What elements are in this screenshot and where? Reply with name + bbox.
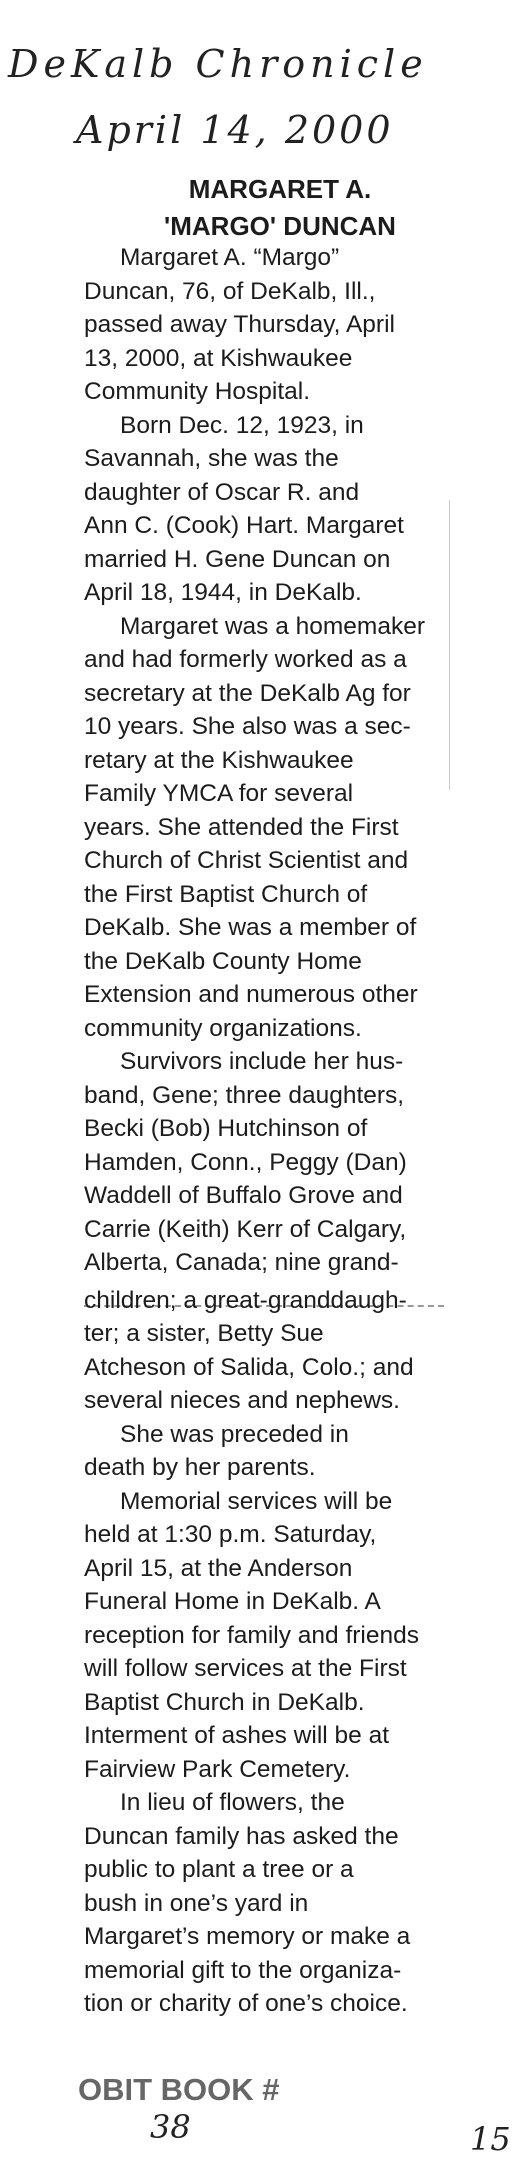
- obituary-line: Duncan family has asked the: [84, 1822, 399, 1850]
- obituary-name-line2: 'MARGO' DUNCAN: [164, 211, 396, 241]
- obituary-line: death by her parents.: [84, 1454, 316, 1481]
- obituary-line: daughter of Oscar R. and: [84, 478, 360, 506]
- obituary-line: Interment of ashes will be at: [84, 1722, 390, 1749]
- obituary-line: several nieces and nephews.: [84, 1387, 400, 1414]
- obituary-line: secretary at the DeKalb Ag for: [84, 679, 411, 707]
- obituary-line: In lieu of flowers, the: [120, 1789, 345, 1816]
- obituary-line: bush in one’s yard in: [84, 1889, 309, 1917]
- obituary-line: Margaret A. “Margo”: [120, 244, 340, 271]
- obituary-line: Carrie (Keith) Kerr of Calgary,: [84, 1215, 407, 1243]
- obituary-line: She was preceded in: [120, 1420, 349, 1448]
- obituary-line: reception for family and friends: [84, 1621, 419, 1649]
- obituary-line: Savannah, she was the: [84, 445, 339, 472]
- obituary-line: Extension and numerous other: [84, 981, 418, 1008]
- obituary-line: Duncan, 76, of DeKalb, Ill.,: [84, 277, 376, 305]
- obituary-line: Waddell of Buffalo Grove and: [84, 1182, 403, 1209]
- obit-book-label: OBIT BOOK #: [78, 2072, 280, 2107]
- obituary-line: retary at the Kishwaukee: [84, 746, 354, 774]
- handwritten-book-number: 38: [150, 2108, 191, 2146]
- obituary-line: Hamden, Conn., Peggy (Dan): [84, 1148, 407, 1176]
- obituary-line: the First Baptist Church of: [84, 880, 368, 908]
- obituary-line: Ann C. (Cook) Hart. Margaret: [84, 512, 404, 539]
- obituary-line: Atcheson of Salida, Colo.; and: [84, 1353, 414, 1381]
- obituary-line: Church of Christ Scientist and: [84, 847, 409, 874]
- obituary-line: passed away Thursday, April: [84, 311, 395, 338]
- obituary-line: public to plant a tree or a: [84, 1856, 354, 1883]
- obituary-line: will follow services at the First: [84, 1655, 407, 1682]
- obituary-line: April 15, at the Anderson: [84, 1554, 353, 1582]
- obituary-line: and had formerly worked as a: [84, 646, 407, 673]
- obituary-name-line1: MARGARET A.: [188, 174, 372, 204]
- obituary-line: held at 1:30 p.m. Saturday,: [84, 1521, 377, 1548]
- obituary-line: ter; a sister, Betty Sue: [84, 1320, 324, 1347]
- obituary-line: Alberta, Canada; nine grand-: [84, 1249, 399, 1276]
- obituary-line: 13, 2000, at Kishwaukee: [84, 344, 353, 372]
- obituary-line: Funeral Home in DeKalb. A: [84, 1588, 381, 1615]
- obituary-line: Becki (Bob) Hutchinson of: [84, 1115, 368, 1142]
- column-rule: [449, 500, 450, 790]
- obituary-line: Margaret’s memory or make a: [84, 1923, 411, 1950]
- obituary-line: community organizations.: [84, 1014, 362, 1042]
- obituary-line: the DeKalb County Home: [84, 947, 362, 975]
- obituary-line: married H. Gene Duncan on: [84, 545, 391, 573]
- obituary-line: Survivors include her hus-: [120, 1048, 404, 1075]
- obituary-line: Margaret was a homemaker: [120, 612, 426, 640]
- obituary-line: years. She attended the First: [84, 813, 399, 841]
- obituary-line: Fairview Park Cemetery.: [84, 1755, 351, 1783]
- handwritten-source-note: DeKalb Chronicle: [8, 42, 428, 86]
- obituary-line: Born Dec. 12, 1923, in: [120, 411, 364, 439]
- obituary-line: 10 years. She also was a sec-: [84, 713, 411, 740]
- obituary-line: DeKalb. She was a member of: [84, 914, 417, 941]
- obituary-line: Memorial services will be: [120, 1487, 393, 1515]
- obituary-line: Family YMCA for several: [84, 780, 354, 807]
- obituary-line: band, Gene; three daughters,: [84, 1081, 405, 1109]
- handwritten-date-note: April 14, 2000: [76, 108, 394, 152]
- obituary-line: children; a great-granddaugh-: [84, 1286, 407, 1314]
- obituary-line: Community Hospital.: [84, 378, 311, 405]
- obituary-line: Baptist Church in DeKalb.: [84, 1688, 365, 1716]
- obituary-line: memorial gift to the organiza-: [84, 1956, 402, 1984]
- obituary-line: April 18, 1944, in DeKalb.: [84, 579, 362, 606]
- obituary-line: tion or charity of one’s choice.: [84, 1990, 408, 2017]
- handwritten-corner-mark: 15: [470, 2120, 511, 2158]
